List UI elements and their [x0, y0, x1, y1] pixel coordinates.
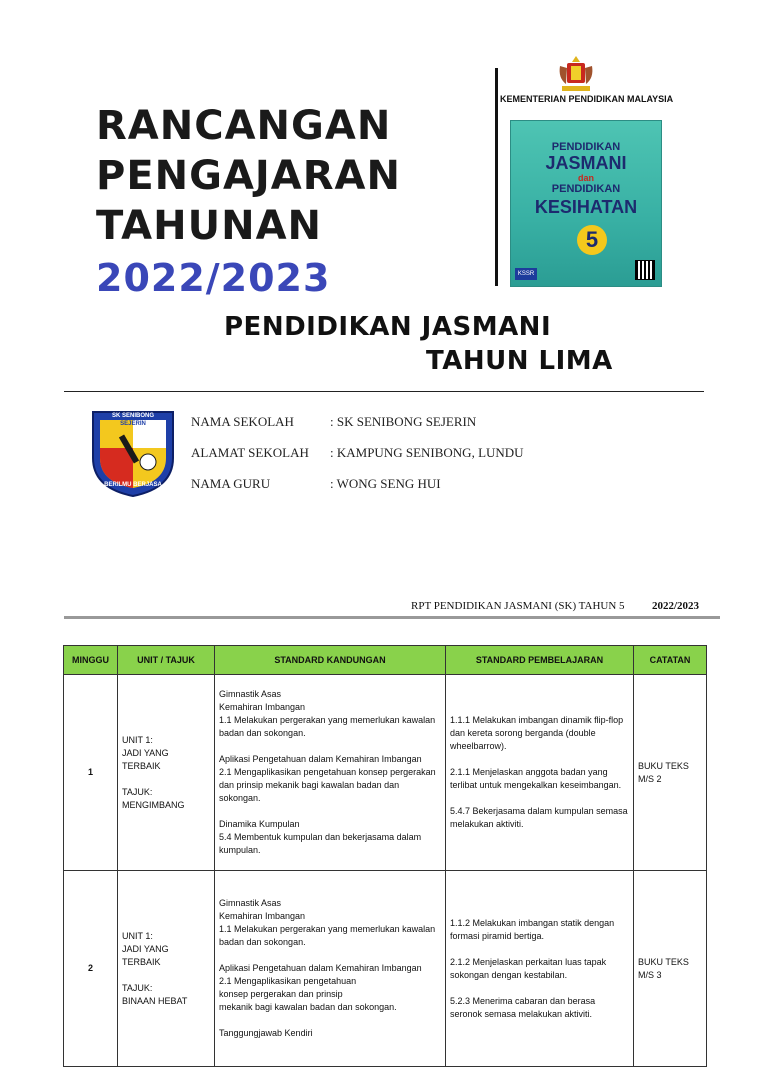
- title-year: 2022/2023: [96, 256, 331, 300]
- info-value: : SK SENIBONG SEJERIN: [330, 414, 477, 429]
- page-header-year: 2022/2023: [652, 600, 700, 612]
- col-header-unit: UNIT / TAJUK: [118, 646, 215, 675]
- cell-content-standard: Gimnastik Asas Kemahiran Imbangan 1.1 Melakukan pergerakan yang memerlukan kawalan badan dan sokongan. Aplikasi Pengetahuan dalam Kemahiran Imbangan 2.1 Mengaplikasikan pengetahuan konsep pergerakan dan prinsip mekanik bagi kawalan badan dan sokongan. Dinamika Kumpulan 5.4 Membentuk kumpulan dan bekerjasama dalam kumpulan.: [215, 675, 446, 871]
- info-label: NAMA GURU: [191, 476, 271, 491]
- cell-learning-standard: 1.1.1 Melakukan imbangan dinamik flip-flop dan kereta sorong berganda (double wheelbarrow). 2.1.1 Menjelaskan anggota badan yang terlibat untuk mengekalkan keseimbangan. 5.4.7 Bekerjasama dalam kumpulan semasa melakukan aktiviti.: [446, 675, 634, 871]
- col-header-notes: CATATAN: [634, 646, 707, 675]
- book-year-number: 5: [577, 225, 607, 255]
- info-value: : KAMPUNG SENIBONG, LUNDU: [330, 445, 524, 460]
- kssr-logo: KSSR: [515, 268, 537, 280]
- title-line-2: PENGAJARAN: [96, 153, 401, 199]
- col-header-week: MINGGU: [64, 646, 118, 675]
- rpt-table: [63, 645, 707, 1067]
- cell-week: 2: [64, 871, 118, 1067]
- cell-notes: BUKU TEKS M/S 2: [634, 675, 707, 871]
- cell-content-standard: Gimnastik Asas Kemahiran Imbangan 1.1 Melakukan pergerakan yang memerlukan kawalan badan dan sokongan. Aplikasi Pengetahuan dalam Kemahiran Imbangan 2.1 Mengaplikasikan pengetahuan konsep pergerakan dan prinsip mekanik bagi kawalan badan dan sokongan. Tanggungjawab Kendiri: [215, 871, 446, 1067]
- title-line-1: RANCANGAN: [96, 103, 392, 149]
- school-logo-mid-text: SEJERIN: [120, 421, 146, 427]
- title-line-3: TAHUNAN: [96, 203, 323, 249]
- vertical-divider: [495, 68, 498, 286]
- subject-title: PENDIDIKAN JASMANI: [224, 312, 552, 342]
- subject-year: TAHUN LIMA: [426, 346, 613, 376]
- table-row: [64, 675, 707, 871]
- info-value: : WONG SENG HUI: [330, 476, 441, 491]
- section-divider: [64, 391, 704, 392]
- info-label: NAMA SEKOLAH: [191, 414, 294, 429]
- book-line-4: PENDIDIKAN: [551, 183, 621, 195]
- page-header-title: RPT PENDIDIKAN JASMANI (SK) TAHUN 5: [411, 600, 625, 612]
- book-line-1: PENDIDIKAN: [551, 141, 621, 153]
- table-header-row: [64, 646, 707, 675]
- col-header-learning-standard: STANDARD PEMBELAJARAN: [446, 646, 634, 675]
- cell-unit: UNIT 1: JADI YANG TERBAIK TAJUK: MENGIMBANG: [118, 675, 215, 871]
- textbook-cover-image: [510, 120, 662, 287]
- cell-learning-standard: 1.1.2 Melakukan imbangan statik dengan formasi piramid bertiga. 2.1.2 Menjelaskan perkaitan luas tapak sokongan dengan kestabilan. 5.2.3 Menerima cabaran dan berasa seronok semasa melakukan aktiviti.: [446, 871, 634, 1067]
- cell-unit: UNIT 1: JADI YANG TERBAIK TAJUK: BINAAN HEBAT: [118, 871, 215, 1067]
- page-header-rule: [64, 616, 720, 619]
- book-line-3: dan: [577, 173, 594, 183]
- book-line-5: KESIHATAN: [534, 197, 638, 217]
- cell-notes: BUKU TEKS M/S 3: [634, 871, 707, 1067]
- ministry-name: KEMENTERIAN PENDIDIKAN MALAYSIA: [500, 94, 674, 104]
- cell-week: 1: [64, 675, 118, 871]
- book-line-2: JASMANI: [545, 153, 627, 173]
- school-logo-top-text: SK SENIBONG: [111, 413, 154, 419]
- school-logo-motto: BERILMU BERJASA: [104, 482, 162, 488]
- table-row: [64, 871, 707, 1067]
- col-header-content-standard: STANDARD KANDUNGAN: [215, 646, 446, 675]
- info-label: ALAMAT SEKOLAH: [191, 445, 309, 460]
- malaysia-crest-icon: [554, 54, 598, 94]
- qr-code-icon: [635, 260, 655, 280]
- cover-section: [64, 50, 704, 380]
